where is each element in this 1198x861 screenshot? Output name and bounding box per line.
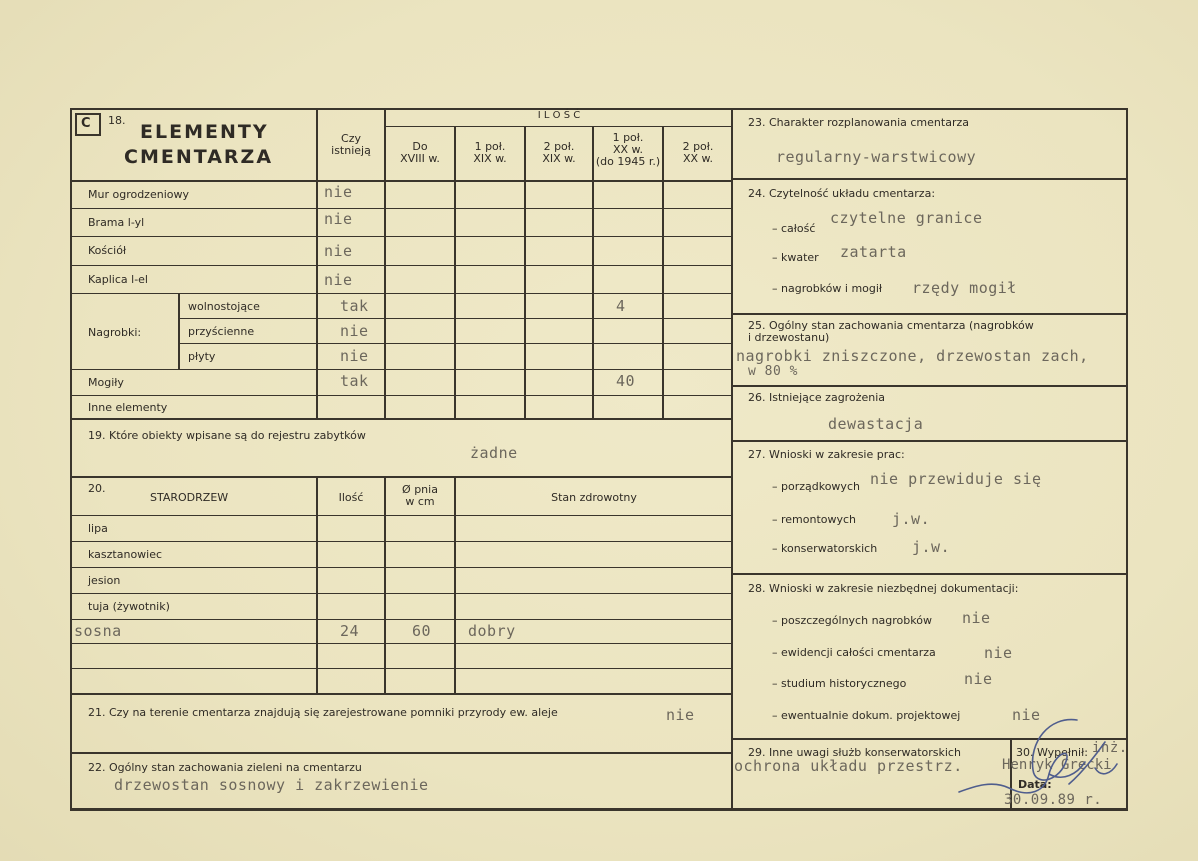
s28-label: 28. Wnioski w zakresie niezbędnej dokumentacji: [748,582,1019,595]
header-period-1-pol-xix: 1 poł. XIX w. [473,140,507,165]
element-value: nie [324,242,353,260]
s19-value: żadne [470,444,518,462]
element-value: nie [324,210,353,228]
s25-value-line-1: nagrobki zniszczone, drzewostan zach, [736,347,1089,365]
s27-item-label: – konserwatorskich [772,542,878,555]
s25-label: 25. Ogólny stan zachowania cmentarza (nagrobków i drzewostanu) [748,319,1034,344]
s20-col-pnia: Ø pnia w cm [402,483,438,508]
s28-item-value: nie [1012,706,1041,724]
s28-item-label: – studium historycznego [772,677,907,690]
s21-value: nie [666,706,695,724]
element-label: Inne elementy [88,401,168,414]
element-count-1-pol-xx: 4 [616,297,626,315]
s25-value-line-2: w 80 % [748,364,798,379]
section-18-number: 18. [108,114,126,127]
tree-name: lipa [88,522,108,535]
s24-item-value: zatarta [840,243,907,261]
element-value: nie [340,347,369,365]
s24-item-label: – kwater [772,251,819,264]
element-label: Kościół [88,244,127,257]
s28-item-label: – ewidencji całości cmentarza [772,646,936,659]
tree-name: kasztanowiec [88,548,163,561]
section-letter: C [81,116,91,131]
s27-item-label: – porządkowych [772,480,860,493]
element-label: przyścienne [188,325,255,338]
s22-label: 22. Ogólny stan zachowania zieleni na cmentarzu [88,761,362,774]
s22-value: drzewostan sosnowy i zakrzewienie [114,776,429,794]
s20-col-ilosc: Ilość [338,491,364,504]
s30-date: 30.09.89 r. [1004,792,1103,808]
element-value: tak [340,372,369,390]
s20-number: 20. [88,482,106,495]
element-label: Mur ogrodzeniowy [88,188,189,201]
element-label: Brama l-yl [88,216,145,229]
element-label: wolnostojące [188,300,260,313]
element-value: nie [324,271,353,289]
signature-mark [945,712,1125,807]
s19-label: 19. Które obiekty wpisane są do rejestru zabytków [88,429,366,442]
s30-name: Henryk Grecki [1002,757,1112,773]
s24-item-label: – całość [772,222,816,235]
s21-label: 21. Czy na terenie cmentarza znajdują się zarejestrowane pomniki przyrody ew. aleje [88,706,558,719]
header-period-2-pol-xix: 2 poł. XIX w. [542,140,576,165]
header-period-2-pol-xx: 2 poł. XX w. [682,140,714,165]
element-value: nie [340,322,369,340]
s30-title: inż. [1092,740,1128,756]
tree-name: tuja (żywotnik) [88,600,170,613]
section-letter-box [75,113,101,136]
tree-name: jesion [88,574,121,587]
title-line-2: CMENTARZA [124,146,274,168]
header-ilosc: I L O Ś Ć [537,110,581,121]
tree-name-typed: sosna [74,622,122,640]
element-label: płyty [188,350,216,363]
s23-value: regularny-warstwicowy [776,148,977,166]
s29-value: ochrona układu przestrz. [734,757,963,775]
tree-pnia: 60 [412,622,432,640]
element-label: Kaplica l-el [88,273,148,286]
s30-label: 30. Wypełnił: [1016,746,1088,759]
s27-item-value: j.w. [892,510,931,528]
nagrobki-label: Nagrobki: [88,326,142,339]
element-value: nie [324,183,353,201]
tree-ilosc: 24 [340,622,360,640]
s27-item-value: j.w. [912,538,951,556]
s27-item-value: nie przewiduje się [870,470,1042,488]
s24-item-value: czytelne granice [830,209,983,227]
s23-label: 23. Charakter rozplanowania cmentarza [748,116,969,129]
element-value: tak [340,297,369,315]
s26-value: dewastacja [828,415,924,433]
header-czy-istnieja: Czy istnieją [331,132,371,157]
s24-item-label: – nagrobków i mogił [772,282,883,295]
tree-stan: dobry [468,622,516,640]
s20-col-starodrzew: STARODRZEW [150,491,229,504]
s28-item-label: – ewentualnie dokum. projektowej [772,709,961,722]
s27-label: 27. Wnioski w zakresie prac: [748,448,905,461]
element-count-1-pol-xx: 40 [616,372,636,390]
header-period-do-xviii: Do XVIII w. [400,140,440,165]
s28-item-label: – poszczególnych nagrobków [772,614,932,627]
element-label: Mogiły [88,376,124,389]
s28-item-value: nie [962,609,991,627]
s28-item-value: nie [984,644,1013,662]
s27-item-label: – remontowych [772,513,857,526]
header-period-1-pol-xx: 1 poł. XX w. (do 1945 r.) [595,131,661,168]
s24-item-value: rzędy mogił [912,279,1017,297]
s20-col-stan: Stan zdrowotny [551,491,637,504]
title-line-1: ELEMENTY [140,121,269,143]
s29-label: 29. Inne uwagi służb konserwatorskich [748,746,961,759]
s28-item-value: nie [964,670,993,688]
s30-date-label: Data: [1018,778,1052,791]
s24-label: 24. Czytelność układu cmentarza: [748,187,936,200]
s26-label: 26. Istniejące zagrożenia [748,391,886,404]
